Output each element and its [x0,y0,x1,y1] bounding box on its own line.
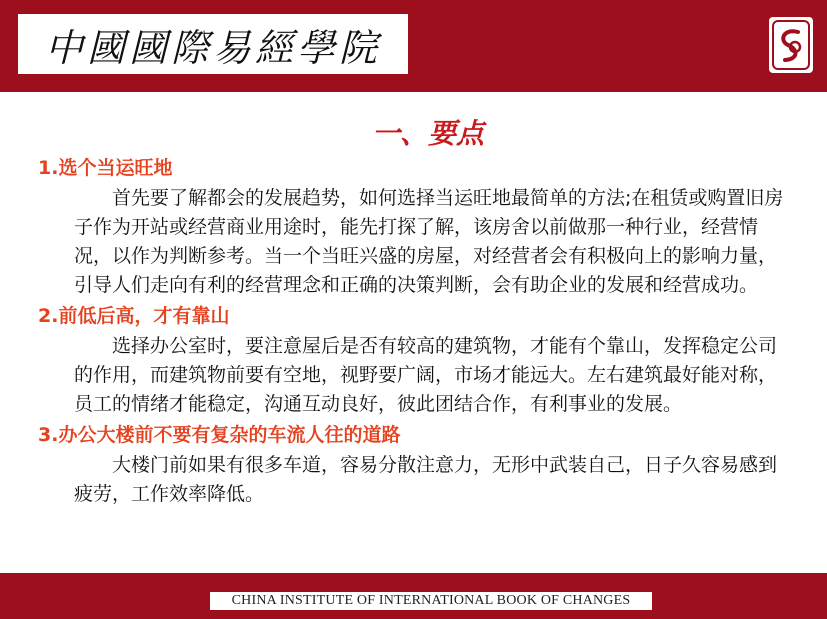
footer-text: CHINA INSTITUTE OF INTERNATIONAL BOOK OF CHANGES [231,593,631,608]
title-box [18,14,408,74]
footer-box [210,592,652,610]
point-3-heading: 3.办公大楼前不要有复杂的车流人往的道路 [38,424,401,446]
section-title: 一、要点 [371,117,484,150]
seal-logo-graphic [771,19,811,71]
point-3-body: 大楼门前如果有很多车道，容易分散注意力，无形中武装自己，日子久容易感到疲劳，工作效率降低。 [74,454,778,505]
institute-title: 中國國際易經學院 [44,25,381,70]
seal-logo-icon [769,17,813,73]
point-1-heading: 1.选个当运旺地 [38,157,173,179]
main-content [38,112,798,510]
point-2-heading: 2.前低后高，才有靠山 [38,305,230,327]
point-2-body: 选择办公室时，要注意屋后是否有较高的建筑物，才能有个靠山，发挥稳定公司的作用，而建筑物前要有空地，视野要广阔，市场才能远大。左右建筑最好能对称，员工的情绪才能稳定，沟通互动良好，彼此团结合作，有利事业的发展。 [74,335,778,415]
point-1-body: 首先要了解都会的发展趋势，如何选择当运旺地最简单的方法;在租赁或购置旧房子作为开站或经营商业用途时，能先打探了解，该房舍以前做那一种行业，经营情况，以作为判断参考。当一个当旺兴盛的房屋，对经营者会有积极向上的影响力量，引导人们走向有利的经营理念和正确的决策判断，会有助企业的发展和经营成功。 [74,187,784,296]
header-band [0,0,827,92]
